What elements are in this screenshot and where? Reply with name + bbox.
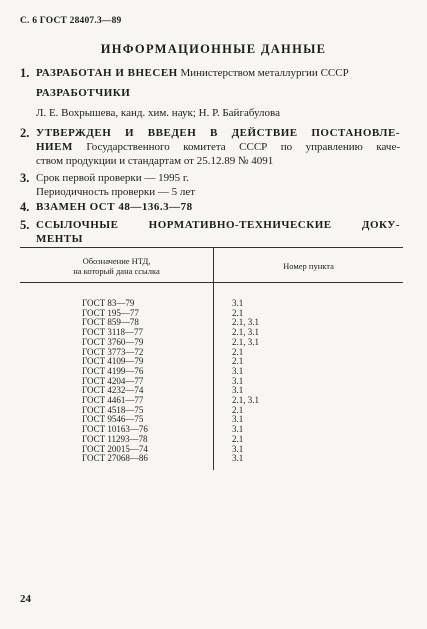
item-caps-line: ССЫЛОЧНЫЕ НОРМАТИВНО-ТЕХНИЧЕСКИЕ ДОКУ- bbox=[36, 219, 400, 231]
cell-document: ГОСТ 859—78 bbox=[20, 318, 214, 328]
page-number: 24 bbox=[20, 593, 31, 605]
header-line: Обозначение НТД, bbox=[82, 256, 151, 266]
item-number: 5. bbox=[20, 218, 30, 232]
cell-document: ГОСТ 4461—77 bbox=[20, 396, 214, 406]
table-row bbox=[20, 318, 403, 328]
cell-item: 3.1 bbox=[232, 453, 244, 464]
cell-item: 3.1 bbox=[232, 424, 244, 435]
cell-item: 2.1 bbox=[232, 404, 244, 415]
cell-document: ГОСТ 4199—76 bbox=[20, 367, 214, 377]
developers-names: Л. Е. Вохрышева, канд. хим. наук; Н. Р. Байгабулова bbox=[36, 107, 280, 119]
cell-document: ГОСТ 20015—74 bbox=[20, 445, 214, 455]
cell-item: 2.1 bbox=[232, 356, 244, 367]
item-caps: РАЗРАБОТАН И ВНЕСЕН bbox=[36, 67, 178, 79]
cell-item: 3.1 bbox=[232, 365, 244, 376]
table-row bbox=[20, 338, 403, 348]
table-row bbox=[20, 386, 403, 396]
table-row bbox=[20, 406, 403, 416]
item-number: 4. bbox=[20, 200, 30, 214]
table-row bbox=[20, 445, 403, 455]
developers-row bbox=[20, 106, 400, 120]
cell-item: 2.1, 3.1 bbox=[232, 336, 259, 347]
item-1 bbox=[20, 66, 400, 80]
developers-heading: РАЗРАБОТЧИКИ bbox=[36, 87, 131, 99]
cell-document: ГОСТ 4232—74 bbox=[20, 386, 214, 396]
cell-item: 3.1 bbox=[232, 414, 244, 425]
item-text-line: Срок первой проверки — 1995 г. bbox=[36, 172, 189, 184]
item-caps: ВЗАМЕН ОСТ 48—136.3—78 bbox=[36, 201, 193, 213]
col-header-document bbox=[20, 248, 214, 283]
cell-item: 2.1 bbox=[232, 433, 244, 444]
table-row bbox=[20, 283, 403, 309]
table-row bbox=[20, 435, 403, 445]
reference-table bbox=[20, 247, 403, 470]
running-header: С. 6 ГОСТ 28407.3—89 bbox=[20, 16, 122, 26]
item-2 bbox=[20, 126, 400, 168]
item-number: 3. bbox=[20, 171, 30, 185]
cell-item: 3.1 bbox=[232, 298, 244, 308]
header-line: на который дана ссылка bbox=[73, 266, 160, 276]
table-row bbox=[20, 309, 403, 319]
table-row bbox=[20, 425, 403, 435]
cell-document: ГОСТ 10163—76 bbox=[20, 425, 214, 435]
item-text-line: ством продукции и стандартам от 25.12.89 № 4091 bbox=[36, 155, 274, 167]
item-text-line bbox=[36, 140, 400, 154]
item-5 bbox=[20, 218, 400, 246]
table-header-row bbox=[20, 248, 403, 283]
table-row bbox=[20, 396, 403, 406]
cell-document: ГОСТ 27068—86 bbox=[20, 454, 214, 470]
item-number: 2. bbox=[20, 126, 30, 140]
cell-document: ГОСТ 4204—77 bbox=[20, 377, 214, 387]
cell-item: 2.1 bbox=[232, 307, 244, 318]
item-caps-line: МЕНТЫ bbox=[36, 233, 83, 245]
cell-item: 3.1 bbox=[232, 375, 244, 386]
section-title: ИНФОРМАЦИОННЫЕ ДАННЫЕ bbox=[100, 42, 327, 56]
table-body bbox=[20, 283, 403, 470]
cell-item: 2.1, 3.1 bbox=[232, 395, 259, 406]
col-header-item: Номер пункта bbox=[214, 248, 404, 283]
item-number: 1. bbox=[20, 66, 30, 80]
table-row bbox=[20, 348, 403, 358]
cell-document: ГОСТ 4518—75 bbox=[20, 406, 214, 416]
table-row bbox=[20, 454, 403, 470]
table-row bbox=[20, 328, 403, 338]
cell-document: ГОСТ 3118—77 bbox=[20, 328, 214, 338]
item-text-line: Периодичность проверки — 5 лет bbox=[36, 186, 196, 198]
item-text: Государственного комитета СССР по управлению каче- bbox=[86, 141, 401, 153]
cell-item: 3.1 bbox=[232, 385, 244, 396]
cell-document: ГОСТ 83—79 bbox=[20, 283, 214, 309]
cell-item: 2.1, 3.1 bbox=[232, 317, 259, 328]
item-4 bbox=[20, 200, 400, 214]
item-text: Министерством металлургии СССР bbox=[180, 67, 349, 79]
table-row bbox=[20, 377, 403, 387]
cell-item: 3.1 bbox=[232, 443, 244, 454]
cell-item: 2.1 bbox=[232, 346, 244, 357]
cell-document: ГОСТ 3760—79 bbox=[20, 338, 214, 348]
cell-document: ГОСТ 11293—78 bbox=[20, 435, 214, 445]
cell-document: ГОСТ 4109—79 bbox=[20, 357, 214, 367]
item-caps: НИЕМ bbox=[36, 141, 73, 153]
developers-heading-row bbox=[20, 86, 400, 100]
cell-document: ГОСТ 9546—75 bbox=[20, 415, 214, 425]
table-row bbox=[20, 357, 403, 367]
table-row bbox=[20, 367, 403, 377]
cell-document: ГОСТ 195—77 bbox=[20, 309, 214, 319]
item-3 bbox=[20, 171, 400, 199]
cell-document: ГОСТ 3773—72 bbox=[20, 348, 214, 358]
table-row bbox=[20, 415, 403, 425]
item-caps-line: УТВЕРЖДЕН И ВВЕДЕН В ДЕЙСТВИЕ ПОСТАНОВЛЕ- bbox=[36, 127, 400, 139]
cell-item: 2.1, 3.1 bbox=[232, 327, 259, 338]
